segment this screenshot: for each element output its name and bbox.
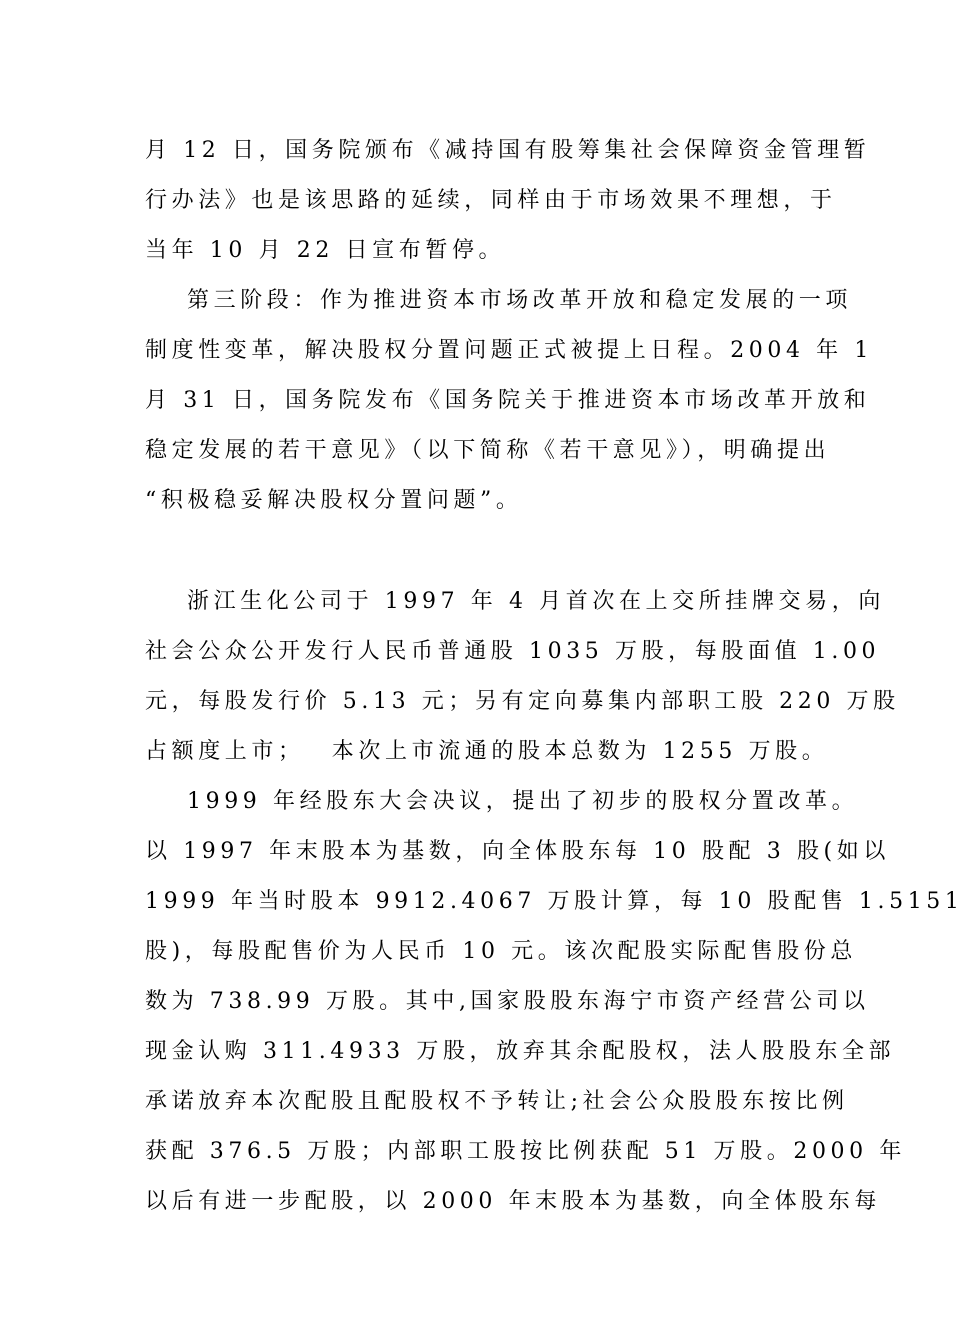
text-line: 月 31 日，国务院发布《国务院关于推进资本市场改革开放和 [145,388,871,413]
text-line: 行办法》也是该思路的延续，同样由于市场效果不理想，于 [145,188,837,213]
text-line: 股)，每股配售价为人民币 10 元。该次配股实际配售股份总 [145,939,857,964]
text-line: 当年 10 月 22 日宣布暂停。 [145,238,506,263]
text-line: 数为 738.99 万股。其中,国家股股东海宁市资产经营公司以 [145,989,870,1014]
text-line: 以 1997 年末股本为基数，向全体股东每 10 股配 3 股(如以 [145,839,890,864]
text-line: 1999 年当时股本 9912.4067 万股计算，每 10 股配售 1.5151 [145,889,964,914]
text-line: 社会公众公开发行人民币普通股 1035 万股，每股面值 1.00 [145,639,881,664]
paragraph-first-line: 第三阶段：作为推进资本市场改革开放和稳定发展的一项 [187,288,853,313]
text-line: 以后有进一步配股，以 2000 年末股本为基数，向全体股东每 [145,1189,881,1214]
text-line: 承诺放弃本次配股且配股权不予转让;社会公众股股东按比例 [145,1089,849,1114]
text-line: 月 12 日，国务院颁布《减持国有股筹集社会保障资金管理暂 [145,138,871,163]
text-line: 元，每股发行价 5.13 元；另有定向募集内部职工股 220 万股 [145,689,900,714]
text-line: 占额度上市； 本次上市流通的股本总数为 1255 万股。 [145,739,829,764]
text-line: 制度性变革，解决股权分置问题正式被提上日程。2004 年 1 [145,338,873,363]
text-line: 稳定发展的若干意见》（以下简称《若干意见》），明确提出 [145,438,831,463]
paragraph-first-line: 浙江生化公司于 1997 年 4 月首次在上交所挂牌交易，向 [187,589,885,614]
text-line: 获配 376.5 万股；内部职工股按比例获配 51 万股。2000 年 [145,1139,906,1164]
paragraph-first-line: 1999 年经股东大会决议，提出了初步的股权分置改革。 [187,789,859,814]
text-line: “积极稳妥解决股权分置问题”。 [145,488,523,513]
text-line: 现金认购 311.4933 万股，放弃其余配股权，法人股股东全部 [145,1039,896,1064]
